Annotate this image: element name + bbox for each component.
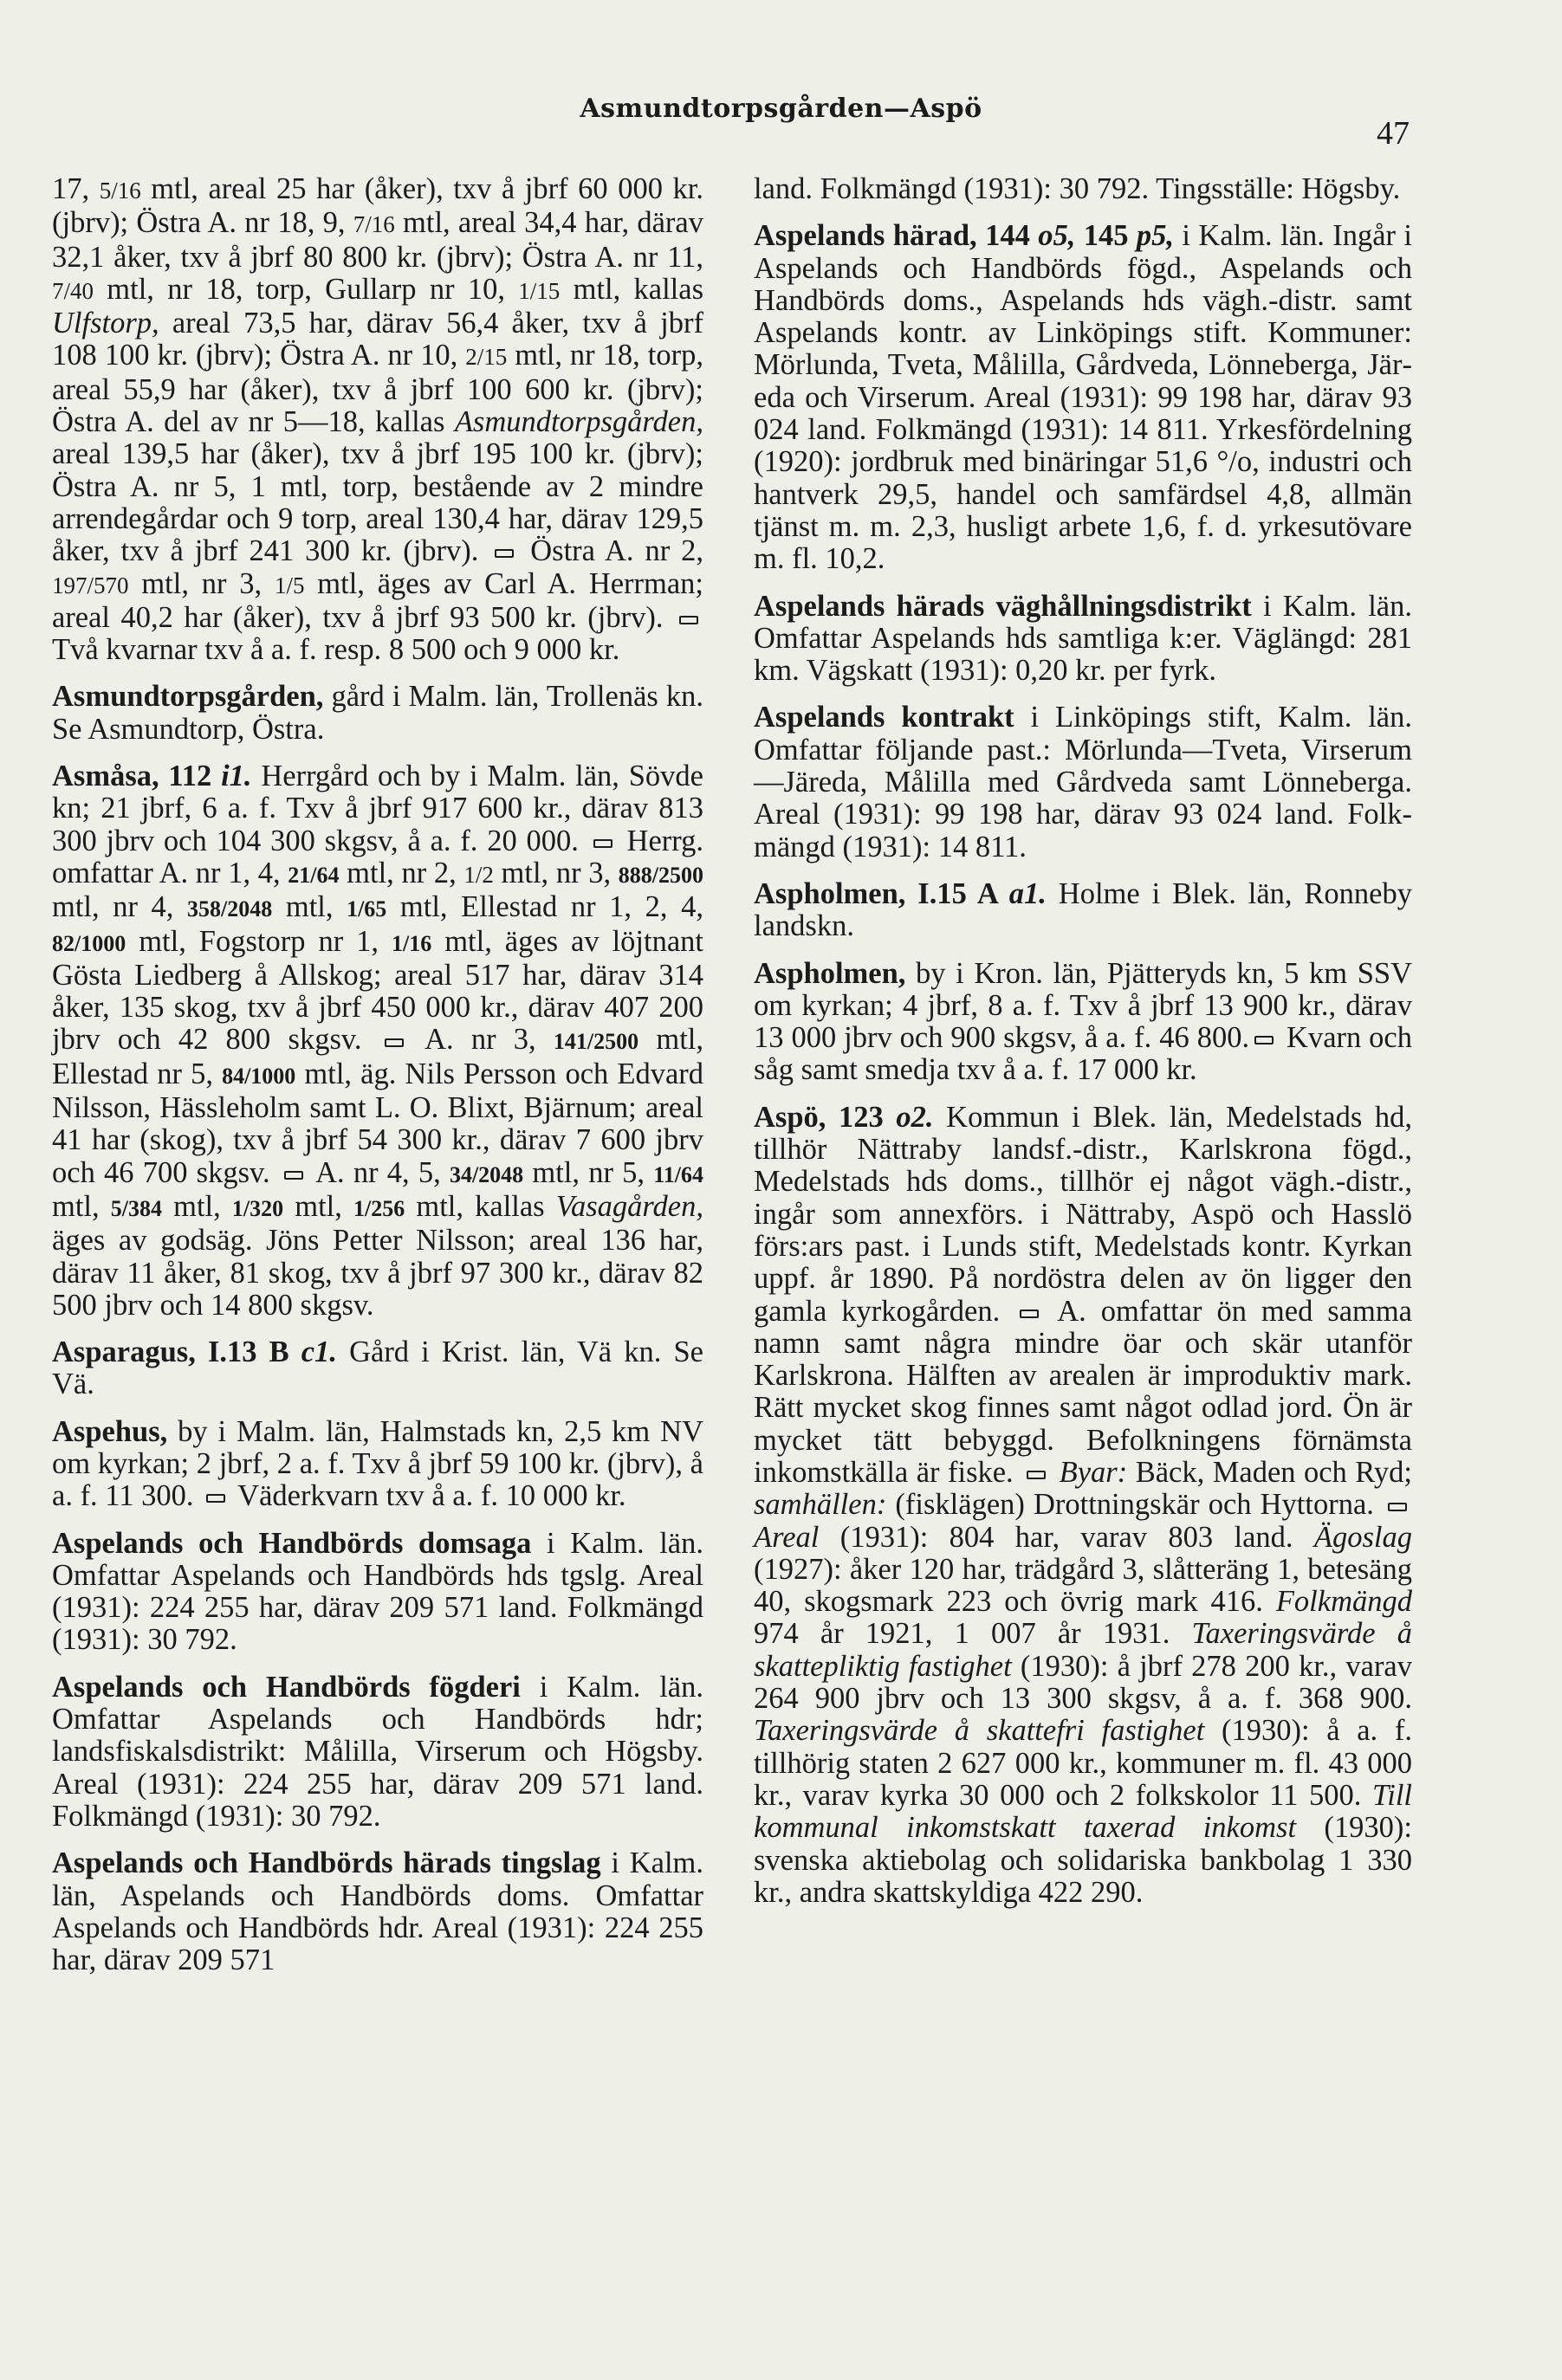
- entry-headword: Aspelands och Handbörds fögderi: [52, 1670, 521, 1704]
- dictionary-entry: [52, 1416, 703, 1513]
- entry-text: 1/256: [353, 1195, 405, 1221]
- entry-text: mtl, Ellestad nr 1, 2, 4,: [386, 890, 703, 924]
- entry-text: Taxeringsvärde å skattefri fastighet: [754, 1714, 1205, 1748]
- dictionary-entry: [52, 681, 703, 746]
- entry-headword: Aspelands och Handbörds domsaga: [52, 1526, 532, 1560]
- entry-headword: 145: [1075, 219, 1137, 253]
- entry-text: Bäck, Maden och Ryd;: [1127, 1455, 1412, 1489]
- entry-text: 11/64: [653, 1161, 703, 1187]
- entry-text: Två kvarnar txv å a. f. resp. 8 500 och 9 000 kr.: [52, 633, 620, 667]
- entry-text: mtl, nr 4,: [52, 890, 188, 924]
- entry-text: A. nr 4, 5,: [308, 1155, 450, 1189]
- entry-text: 17,: [52, 172, 100, 205]
- entry-text: Holme i Blek. län, Ronneby landskn.: [754, 876, 1412, 943]
- entry-headword: o2.: [896, 1100, 934, 1134]
- entry-headword: Aspholmen, I.15 A: [754, 876, 1009, 910]
- entry-text: Kommun i Blek. län, Medelstads hd, tillhör Nättraby landsf.-distr., Karlskrona fögd., Medelstads hds doms., tillhör ej något vägh.-distr., ingår som annexförs. i Nättraby, Aspö och Hasslö förs:ars past. i Lunds stift, Medelstads kontr. Kyrkan uppf. år 1890. På nordöstra delen av ön ligger den gamla kyrkogården.: [754, 1100, 1412, 1328]
- entry-headword: Aspelands kontrakt: [754, 701, 1014, 734]
- entry-headword: Aspelands härad, 144: [754, 219, 1039, 253]
- entry-text: mtl,: [283, 1189, 354, 1223]
- entry-text: Asmundtorpsgården,: [454, 405, 703, 439]
- entry-text: mtl, nr 18, torp, Gullarp nr 10,: [94, 272, 519, 306]
- entry-text: (1931): 804 har, varav 803 land.: [819, 1520, 1314, 1554]
- entry-text: 7/40: [52, 277, 94, 304]
- entry-text: mtl, äg. Nils Persson och Edvard Nilsson, Hässleholm samt L. O. Blixt, Bjärnum; areal 41 har (skog), txv å jbrf 54 300 kr., därav 7 600 jbrv och 46 700 skgsv.: [52, 1057, 704, 1189]
- entry-text: 82/1000: [52, 930, 126, 956]
- entry-text: 1/2: [463, 861, 494, 888]
- entry-text: mtl, Fogstorp nr 1,: [126, 924, 392, 958]
- dictionary-entry: [52, 1672, 703, 1833]
- section-separator-icon: [679, 616, 698, 624]
- section-separator-icon: [495, 549, 514, 558]
- entry-text: mtl, areal 34,4 har, därav 32,1 åker, txv å jbrf 80 800 kr. (jbrv); Östra A. nr 11,: [52, 206, 703, 274]
- entry-text: [1051, 1456, 1059, 1489]
- entry-text: mtl, äges av Carl A. Herrman; areal 40,2 har (åker), txv å jbrf 93 500 kr. (jbrv).: [52, 566, 704, 634]
- entry-text: Östra A. nr 2,: [519, 534, 703, 568]
- entry-headword: Aspehus,: [52, 1414, 168, 1448]
- entry-headword: p5,: [1136, 219, 1175, 253]
- entry-text: areal 73,5 har, därav 56,4 åker, txv å jbrf 108 100 kr. (jbrv); Östra A. nr 10,: [52, 307, 703, 372]
- entry-text: 2/15: [465, 344, 508, 371]
- entry-text: (1930): å a. f. tillhörig staten 2 627 000 kr., kommuner m. fl. 43 000 kr., varav kyrka 30 000 och 2 folkskolor 11 500.: [754, 1714, 1412, 1812]
- dictionary-entry: [754, 878, 1412, 943]
- entry-text: 34/2048: [449, 1161, 524, 1187]
- entry-text: 1/16: [392, 930, 432, 956]
- entry-headword: Aspholmen,: [754, 956, 906, 990]
- entry-text: 5/16: [99, 178, 141, 204]
- entry-text: mtl, nr 18, torp, areal 55,9 har (åker), txv å jbrf 100 600 kr. (jbrv); Östra A. del av nr 5—18, kallas: [52, 339, 703, 439]
- entry-text: (1927): åker 120 har, trädgård 3, slåtteräng 1, betesäng 40, skogsmark 223 och övrig mark 416.: [754, 1552, 1412, 1619]
- entry-text: (fisklägen) Drottningskär och Hyttorna.: [886, 1488, 1383, 1522]
- dictionary-entry: [52, 1528, 703, 1657]
- page-number: 47: [1377, 115, 1410, 152]
- entry-text: 1/15: [518, 277, 561, 304]
- entry-text: Herrg. omfattar A. nr 1, 4,: [52, 824, 703, 889]
- dictionary-entry: [52, 1847, 703, 1976]
- entry-headword: Asmåsa, 112: [52, 760, 222, 793]
- section-separator-icon: [1254, 1036, 1274, 1044]
- entry-text: mtl,: [272, 890, 347, 924]
- entry-headword: Asmundtorpsgården,: [52, 680, 324, 714]
- section-separator-icon: [284, 1171, 303, 1180]
- entry-text: Kvarn och såg samt smedja txv å a. f. 17 000 kr.: [754, 1021, 1412, 1087]
- right-column: [754, 173, 1412, 1924]
- entry-headword: c1.: [301, 1336, 337, 1369]
- entry-text: A. nr 3,: [408, 1023, 554, 1057]
- entry-text: mtl,: [52, 1189, 111, 1223]
- entry-text: Herrgård och by i Malm. län, Sövde kn; 21 jbrf, 6 a. f. Txv å jbrf 917 600 kr., därav 813 300 jbrv och 104 300 skgsv, å a. f. 20 000.: [52, 760, 703, 857]
- entry-text: i Kalm. län, Aspelands och Handbörds doms. Omfattar Aspelands och Handbörds hdr. Areal (1931): 224 255 har, därav 209 571: [52, 1846, 703, 1977]
- entry-headword: Aspelands och Handbörds härads tingslag: [52, 1846, 601, 1880]
- section-separator-icon: [593, 839, 612, 848]
- dictionary-entry: [754, 702, 1412, 863]
- entry-text: (1930): å jbrf 278 200 kr., varav 264 900 jbrv och 13 300 skgsv, å a. f. 368 900.: [754, 1649, 1412, 1716]
- entry-text: mtl, nr 2,: [339, 856, 464, 889]
- entry-text: Ulfstorp,: [52, 307, 159, 340]
- dictionary-entry: [52, 1336, 703, 1401]
- entry-text: 1/320: [231, 1195, 284, 1221]
- entry-headword: a1.: [1008, 876, 1047, 910]
- entry-text: i Kalm. län. Omfattar Aspelands och Handbörds hds tgslg. Areal (1931): 224 255 har, därav 209 571 land. Folkmängd (1931): 30 792.: [52, 1526, 703, 1657]
- dictionary-entry: [754, 220, 1412, 575]
- entry-text: Folkmängd: [1275, 1585, 1412, 1619]
- entry-text: by i Kron. län, Pjätteryds kn, 5 km SSV om kyrkan; 4 jbrf, 8 a. f. Txv å jbrf 13 900 kr., därav 13 000 jbrv och 900 skgsv, å a. f. 46 800.: [754, 956, 1412, 1055]
- entry-text: mtl, kallas: [405, 1189, 556, 1223]
- entry-text: A. omfattar ön med samma namn samt några mindre öar och skär utanför Karlskrona. Hälften av arealen är improduktiv mark. Rätt mycket skog finnes samt något odlad jord. Ön är mycket tätt bebyggd. Befolkningens förnämsta inkomstkälla är fiske.: [754, 1294, 1412, 1489]
- dictionary-entry: [52, 760, 703, 1322]
- entry-text: i Linköpings stift, Kalm. län. Omfattar följande past.: Mörlunda—Tveta, Virserum—Järeda, Målilla med Gårdveda samt Lönneberga. Areal (1931): 99 198 har, därav 93 024 land. Folkmängd (1931): 14 811.: [754, 701, 1412, 863]
- entry-text: 5/384: [110, 1195, 162, 1221]
- entry-text: Till kommunal inkomstskatt taxerad inkomst: [754, 1778, 1412, 1845]
- entry-headword: Aspelands härads väghållningsdistrikt: [754, 589, 1252, 623]
- entry-text: 21/64: [288, 862, 340, 888]
- entry-text: 974 år 1921, 1 007 år 1931.: [754, 1617, 1192, 1651]
- entry-text: 7/16: [353, 211, 395, 238]
- entry-headword: o5,: [1038, 219, 1076, 253]
- entry-text: mtl, nr 3,: [493, 856, 619, 889]
- section-separator-icon: [1388, 1503, 1407, 1511]
- entry-text: äges av godsäg. Jöns Petter Nilsson; areal 136 har, därav 11 åker, 81 skog, txv å jbrf 97 300 kr., därav 82 500 jbrv och 14 800 skgsv.: [52, 1224, 703, 1322]
- entry-text: mtl, Ellestad nr 5,: [52, 1023, 703, 1090]
- left-column: [52, 173, 703, 1991]
- entry-text: Taxeringsvärde å skattepliktig fastighet: [754, 1617, 1412, 1683]
- entry-text: Ägoslag: [1313, 1520, 1412, 1554]
- entry-text: 197/570: [52, 572, 129, 598]
- section-separator-icon: [206, 1494, 225, 1503]
- entry-text: mtl, areal 25 har (åker), txv å jbrf 60 000 kr. (jbrv); Östra A. nr 18, 9,: [52, 172, 704, 240]
- entry-text: mtl, nr 5,: [523, 1155, 654, 1189]
- entry-text: Väderkvarn txv å a. f. 10 000 kr.: [230, 1479, 626, 1513]
- entry-text: by i Malm. län, Halmstads kn, 2,5 km NV om kyrkan; 2 jbrf, 2 a. f. Txv å jbrf 59 100 kr. (jbrv), å a. f. 11 300.: [52, 1414, 703, 1513]
- entry-text: 1/5: [274, 572, 305, 598]
- entry-text: i Kalm. län. Omfattar Aspelands hds samtliga k:er. Väglängd: 281 km. Vägskatt (1931): 0,20 kr. per fyrk.: [754, 589, 1412, 688]
- entry-text: i Kalm. län. Omfattar Aspelands och Handbörds hdr; landsfiskalsdistrikt: Målilla, Virserum och Högsby. Areal (1931): 224 255 har, därav 209 571 land. Folkmängd (1931): 30 792.: [52, 1670, 703, 1833]
- entry-text: land. Folkmängd (1931): 30 792. Tingsställe: Högsby.: [754, 172, 1401, 205]
- dictionary-entry: [52, 173, 703, 666]
- dictionary-entry: [754, 591, 1412, 688]
- entry-text: 84/1000: [222, 1063, 296, 1089]
- running-title: Asmundtorpsgården—Aspö: [580, 94, 982, 124]
- dictionary-entry: [754, 958, 1412, 1087]
- entry-text: Areal: [754, 1520, 820, 1554]
- entry-text: 888/2500: [618, 862, 703, 888]
- entry-text: mtl, nr 3,: [128, 566, 275, 600]
- entry-text: i Kalm. län. Ingår i Aspelands och Handbörds fögd., Aspelands och Handbörds doms., Aspelands hds vägh.-distr. samt Aspelands kontr. av Linköpings stift. Kommuner: Mörlunda, Tveta, Målilla, Gårdveda, Lönneberga, Järeda och Virserum. Areal (1931): 99 198 har, därav 93 024 land. Folkmängd (1931): 14 811. Yrkesfördelning (1920): jordbruk med binäringar 51,6 °/o, industri och hantverk 29,5, handel och samfärdsel 4,8, allmän tjänst m. m. 2,3, husligt arbete 1,6, f. d. yrkesutövare m. fl. 10,2.: [754, 219, 1413, 576]
- page-header: [0, 94, 1562, 152]
- entry-text: Vasagården,: [555, 1189, 703, 1223]
- dictionary-entry: [754, 1102, 1412, 1909]
- section-separator-icon: [1027, 1471, 1046, 1479]
- entry-headword: Aspö, 123: [754, 1100, 897, 1134]
- entry-text: areal 139,5 har (åker), txv å jbrf 195 100 kr. (jbrv); Östra A. nr 5, 1 mtl, torp, bestående av 2 mindre arrendegårdar och 9 torp, areal 130,4 har, därav 129,5 åker, txv å jbrf 241 300 kr. (jbrv).: [52, 437, 703, 568]
- entry-text: Byar:: [1059, 1455, 1128, 1489]
- entry-text: samhällen:: [754, 1488, 887, 1522]
- entry-headword: Asparagus, I.13 B: [52, 1336, 301, 1369]
- entry-text: (1930): svenska aktiebolag och solidariska bankbolag 1 330 kr., andra skattskyldiga 422 290.: [754, 1811, 1412, 1909]
- section-separator-icon: [385, 1038, 404, 1047]
- entry-text: mtl, äges av löjtnant Gösta Liedberg å Allskog; areal 517 har, därav 314 åker, 135 skog, txv å jbrf 450 000 kr., därav 407 200 jbrv och 42 800 skgsv.: [52, 924, 703, 1057]
- entry-text: 1/65: [347, 896, 387, 922]
- section-separator-icon: [1020, 1310, 1039, 1318]
- dictionary-entry: [754, 173, 1412, 205]
- entry-text: gård i Malm. län, Trollenäs kn. Se Asmundtorp, Östra.: [52, 680, 703, 746]
- entry-text: mtl, kallas: [560, 272, 703, 306]
- entry-text: Gård i Krist. län, Vä kn. Se Vä.: [52, 1336, 703, 1401]
- entry-text: 358/2048: [187, 896, 273, 922]
- entry-text: mtl,: [162, 1189, 232, 1223]
- entry-text: 141/2500: [553, 1029, 639, 1055]
- entry-headword: i1.: [221, 760, 252, 793]
